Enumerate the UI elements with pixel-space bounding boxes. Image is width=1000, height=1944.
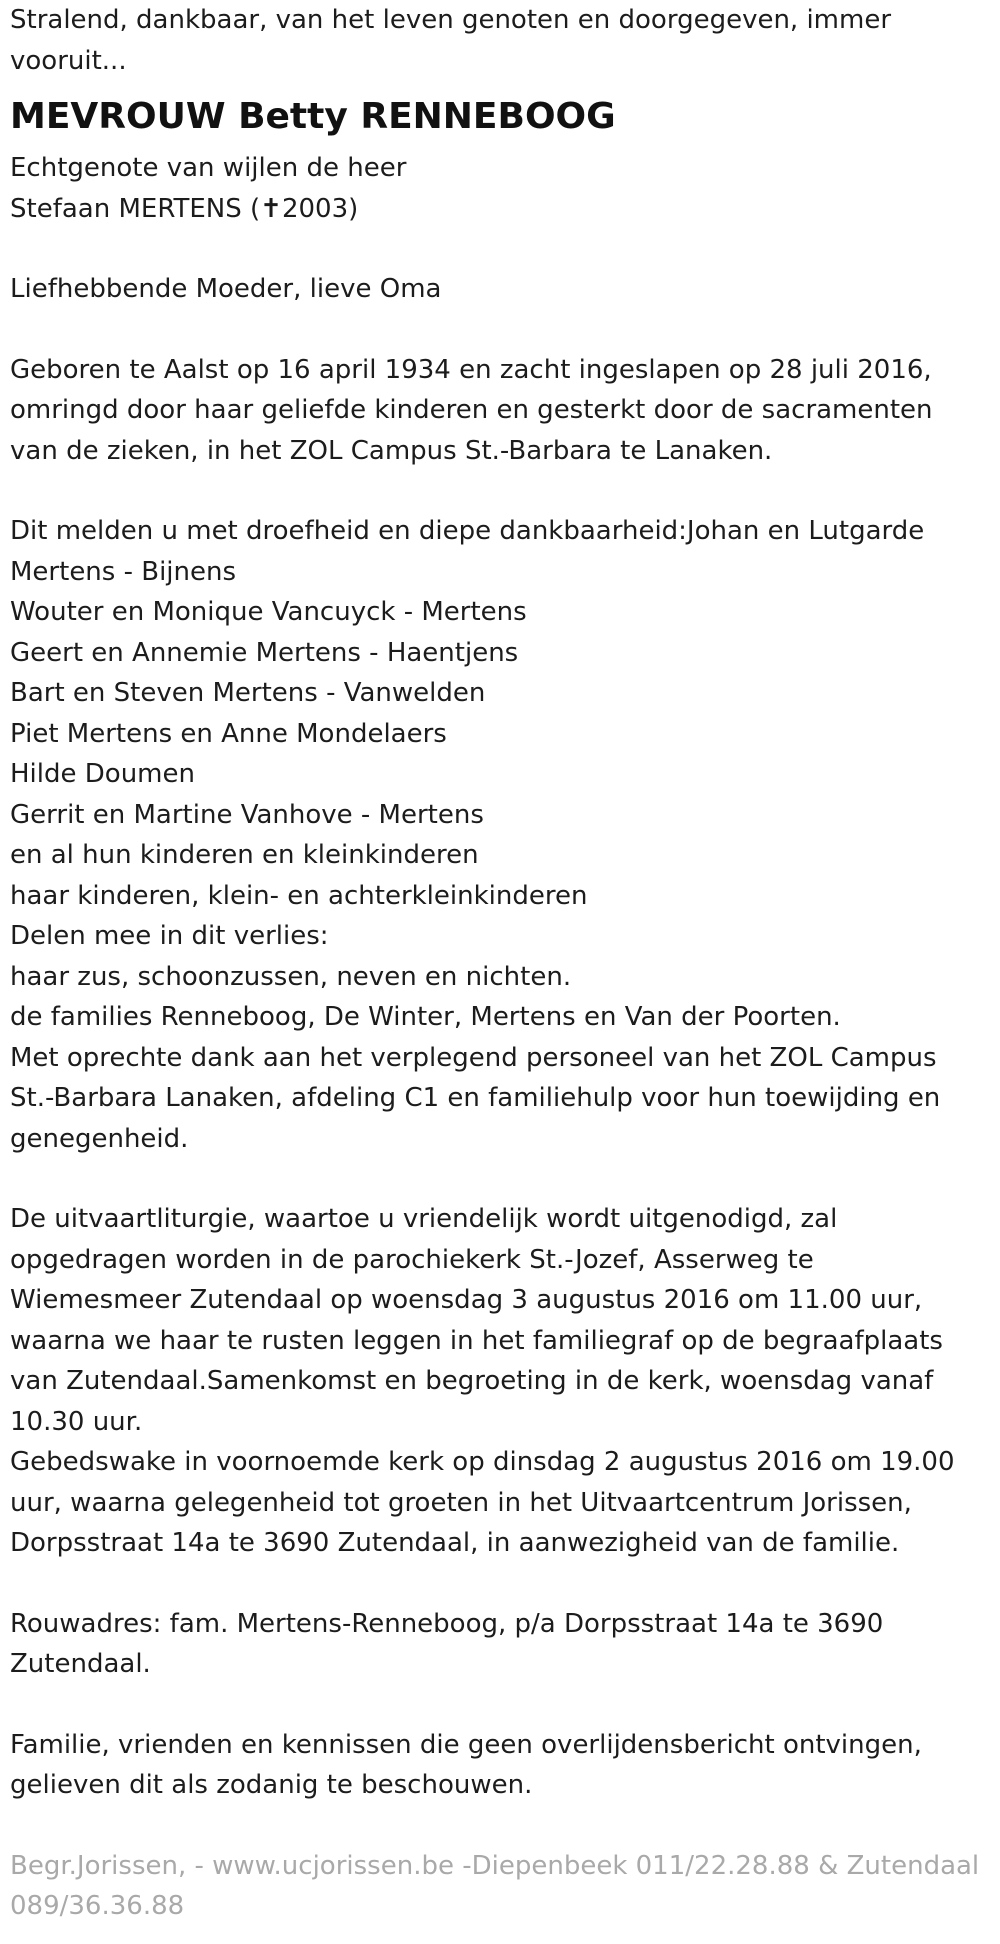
motto-line: Stralend, dankbaar, van het leven genoten en doorgegeven, immer bbox=[10, 5, 892, 35]
birth-death-line: omringd door haar geliefde kinderen en gesterkt door de sacramenten bbox=[10, 395, 933, 425]
spacer bbox=[10, 310, 995, 350]
spacer bbox=[10, 1564, 995, 1604]
ceremony-line: van Zutendaal.Samenkomst en begroeting in de kerk, woensdag vanaf bbox=[10, 1366, 934, 1396]
family-line: Met oprechte dank aan het verplegend personeel van het ZOL Campus bbox=[10, 1042, 937, 1073]
ceremony-line: De uitvaartliturgie, waartoe u vriendelijk wordt uitgenodigd, zal bbox=[10, 1204, 838, 1234]
family-line: Dit melden u met droefheid en diepe dankbaarheid:Johan en Lutgarde bbox=[10, 516, 925, 546]
funeral-home-footer bbox=[10, 1846, 995, 1927]
family-line: haar zus, schoonzussen, neven en nichten. bbox=[10, 961, 572, 992]
footer-line: Begr.Jorissen, - www.ucjorissen.be -Diepenbeek 011/22.28.88 & Zutendaal bbox=[10, 1850, 980, 1881]
obituary-notice bbox=[10, 0, 995, 1927]
address-line: Rouwadres: fam. Mertens-Renneboog, p/a Dorpsstraat 14a te 3690 bbox=[10, 1608, 884, 1639]
ceremony-line: Wiemesmeer Zutendaal op woensdag 3 augustus 2016 om 11.00 uur, bbox=[10, 1285, 923, 1315]
notice-line: gelieven dit als zodanig te beschouwen. bbox=[10, 1770, 533, 1800]
motto bbox=[10, 0, 995, 41]
family-line: Bart en Steven Mertens - Vanwelden bbox=[10, 678, 486, 708]
spacer bbox=[10, 1159, 995, 1199]
family-line: Hilde Doumen bbox=[10, 759, 195, 789]
ceremony-line: opgedragen worden in de parochiekerk St.-Jozef, Asserweg te bbox=[10, 1244, 814, 1275]
motto-line-2: vooruit... bbox=[10, 45, 127, 76]
spacer bbox=[10, 229, 995, 269]
ceremony-line: Gebedswake in voornoemde kerk op dinsdag 2 augustus 2016 om 19.00 bbox=[10, 1447, 955, 1477]
spouse-line: Stefaan MERTENS (✝2003) bbox=[10, 193, 359, 224]
family-line: Delen mee in dit verlies: bbox=[10, 921, 329, 951]
family-line: genegenheid. bbox=[10, 1123, 189, 1154]
family-line: Gerrit en Martine Vanhove - Mertens bbox=[10, 799, 484, 830]
family-line: Mertens - Bijnens bbox=[10, 556, 237, 587]
ceremony-line: Dorpsstraat 14a te 3690 Zutendaal, in aanwezigheid van de familie. bbox=[10, 1528, 900, 1558]
family-line: Geert en Annemie Mertens - Haentjens bbox=[10, 637, 519, 668]
family-line: St.-Barbara Lanaken, afdeling C1 en familiehulp voor hun toewijding en bbox=[10, 1083, 941, 1113]
role-line: Liefhebbende Moeder, lieve Oma bbox=[10, 274, 442, 304]
birth-death-line: Geboren te Aalst op 16 april 1934 en zacht ingeslapen op 28 juli 2016, bbox=[10, 354, 932, 385]
notice-line: Familie, vrienden en kennissen die geen overlijdensbericht ontvingen, bbox=[10, 1729, 922, 1760]
family-line: haar kinderen, klein- en achterkleinkinderen bbox=[10, 880, 588, 911]
deceased-name: MEVROUW Betty RENNEBOOG bbox=[10, 96, 616, 137]
family-line: Wouter en Monique Vancuyck - Mertens bbox=[10, 597, 527, 627]
family-line: Piet Mertens en Anne Mondelaers bbox=[10, 718, 447, 749]
spacer bbox=[10, 1685, 995, 1725]
birth-death-line: van de zieken, in het ZOL Campus St.-Barbara te Lanaken. bbox=[10, 435, 773, 466]
ceremony-line: uur, waarna gelegenheid tot groeten in het Uitvaartcentrum Jorissen, bbox=[10, 1487, 912, 1518]
family-line: de families Renneboog, De Winter, Mertens en Van der Poorten. bbox=[10, 1002, 841, 1032]
ceremony-line: 10.30 uur. bbox=[10, 1406, 143, 1437]
family-line: en al hun kinderen en kleinkinderen bbox=[10, 840, 479, 870]
footer-line: 089/36.36.88 bbox=[10, 1891, 185, 1921]
ceremony-line: waarna we haar te rusten leggen in het familiegraf op de begraafplaats bbox=[10, 1325, 943, 1356]
spacer bbox=[10, 471, 995, 511]
address-line: Zutendaal. bbox=[10, 1649, 151, 1679]
spouse-line: Echtgenote van wijlen de heer bbox=[10, 153, 407, 183]
